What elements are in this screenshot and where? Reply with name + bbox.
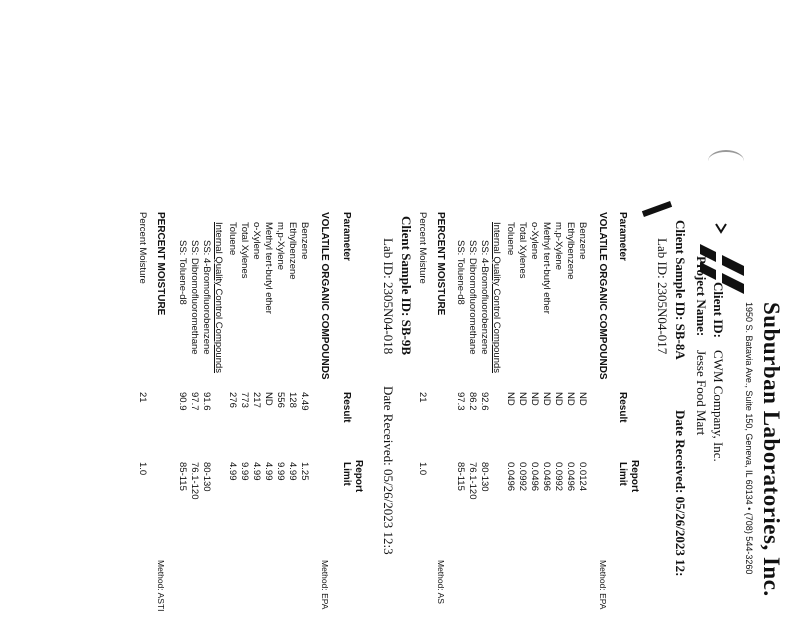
s1-qc-limit-2: 85-115 xyxy=(455,462,466,491)
s2-result-5: 773 xyxy=(239,392,250,408)
client-id-value: CWM Company, Inc. xyxy=(711,350,726,462)
s1-result-1: ND xyxy=(565,392,576,406)
s1-param-0: Benzene xyxy=(577,222,588,260)
s2-result-1: 128 xyxy=(287,392,298,408)
method-moisture-2: Method: ASTI xyxy=(156,560,166,612)
col-report-1: Report xyxy=(629,460,640,493)
section-moisture-2: PERCENT MOISTURE xyxy=(155,212,166,316)
s1-limit-0: 0.0124 xyxy=(577,462,588,492)
s2-qc-param-2: SS: Toluene-d8 xyxy=(177,240,188,305)
s2-param-0: Benzene xyxy=(299,222,310,260)
s1-moisture-result: 21 xyxy=(417,392,428,403)
s1-qc-param-0: SS: 4-Bromofluorobenzene xyxy=(479,240,490,355)
s1-param-5: Total Xylenes xyxy=(517,222,528,279)
s2-qc-limit-0: 80-130 xyxy=(201,462,212,492)
s1-qc-result-2: 97.3 xyxy=(455,392,466,411)
s2-result-6: 276 xyxy=(227,392,238,408)
s1-param-1: Ethylbenzene xyxy=(565,222,576,280)
s2-qc-result-1: 97.7 xyxy=(189,392,200,411)
s2-limit-0: 1.25 xyxy=(299,462,310,481)
project-name-value: Jesse Food Mart xyxy=(694,350,709,436)
s2-moisture-limit: 1.0 xyxy=(137,462,148,476)
client-sample-id-1: Client Sample ID: SB-8A xyxy=(673,220,688,360)
col-result-2: Result xyxy=(341,392,352,423)
s1-result-4: ND xyxy=(529,392,540,406)
arrow-mark-icon xyxy=(714,222,728,234)
iqc-label-1: Internal Quality Control Compounds xyxy=(491,222,502,374)
scan-artifact xyxy=(708,150,744,172)
s1-result-2: ND xyxy=(553,392,564,406)
s2-moisture-param: Percent Moisture xyxy=(137,212,148,284)
s2-param-3: Methyl tert-butyl ether xyxy=(263,222,274,314)
s1-result-3: ND xyxy=(541,392,552,406)
s1-param-4: o-Xylene xyxy=(529,222,540,260)
s1-qc-limit-0: 80-130 xyxy=(479,462,490,492)
col-result-1: Result xyxy=(617,392,628,423)
s2-param-1: Ethylbenzene xyxy=(287,222,298,280)
s2-param-2: m,p-Xylene xyxy=(275,222,286,271)
col-limit-2: Limit xyxy=(341,462,352,486)
s2-limit-5: 9.99 xyxy=(239,462,250,481)
s2-moisture-result: 21 xyxy=(137,392,148,403)
s1-qc-result-0: 92.6 xyxy=(479,392,490,411)
col-limit-1: Limit xyxy=(617,462,628,486)
s1-limit-1: 0.0496 xyxy=(565,462,576,492)
s2-result-2: 556 xyxy=(275,392,286,408)
s1-param-3: Methyl tert-butyl ether xyxy=(541,222,552,314)
s2-param-6: Toluene xyxy=(227,222,238,256)
section-voc-2: VOLATILE ORGANIC COMPOUNDS xyxy=(319,212,330,380)
s1-param-2: m,p-Xylene xyxy=(553,222,564,271)
iqc-label-2: Internal Quality Control Compounds xyxy=(213,222,224,374)
s2-qc-result-2: 90.9 xyxy=(177,392,188,411)
s2-result-3: ND xyxy=(263,392,274,406)
method-moisture-1: Method: AS xyxy=(436,560,446,604)
s1-limit-3: 0.0496 xyxy=(541,462,552,492)
section-moisture-1: PERCENT MOISTURE xyxy=(435,212,446,316)
client-id-label: Client ID: xyxy=(711,282,726,338)
s1-moisture-param: Percent Moisture xyxy=(417,212,428,284)
s1-limit-2: 0.0992 xyxy=(553,462,564,492)
lab-id-2: Lab ID: 2305N04-018 xyxy=(381,238,396,355)
s2-result-4: 217 xyxy=(251,392,262,408)
project-name-label: Project Name: xyxy=(694,256,709,337)
s2-qc-limit-2: 85-115 xyxy=(177,462,188,491)
s1-qc-limit-1: 76.1-120 xyxy=(467,462,478,500)
s1-result-5: ND xyxy=(517,392,528,406)
lab-name: Suburban Laboratories, Inc. xyxy=(759,302,784,597)
s2-param-4: o-Xylene xyxy=(251,222,262,260)
s1-limit-4: 0.0496 xyxy=(529,462,540,492)
s2-limit-6: 4.99 xyxy=(227,462,238,481)
s2-qc-param-1: SS: Dibromofluoromethane xyxy=(189,240,200,355)
date-received-2: Date Received: 05/26/2023 12:3 xyxy=(381,386,396,555)
s1-moisture-limit: 1.0 xyxy=(417,462,428,476)
lab-id-1: Lab ID: 2305N04-017 xyxy=(655,238,670,355)
s1-limit-5: 0.0992 xyxy=(517,462,528,492)
s2-param-5: Total Xylenes xyxy=(239,222,250,279)
scan-mark xyxy=(642,201,672,217)
s2-qc-param-0: SS: 4-Bromofluorobenzene xyxy=(201,240,212,355)
col-parameter-2: Parameter xyxy=(341,212,352,261)
s2-limit-2: 9.99 xyxy=(275,462,286,481)
s1-param-6: Toluene xyxy=(505,222,516,256)
s1-qc-param-1: SS: Dibromofluoromethane xyxy=(467,240,478,355)
s1-qc-param-2: SS: Toluene-d8 xyxy=(455,240,466,305)
s2-limit-4: 4.99 xyxy=(251,462,262,481)
s1-result-0: ND xyxy=(577,392,588,406)
s2-limit-1: 4.99 xyxy=(287,462,298,481)
s1-qc-result-1: 86.2 xyxy=(467,392,478,411)
col-parameter-1: Parameter xyxy=(617,212,628,261)
client-sample-id-2: Client Sample ID: SB-9B xyxy=(399,216,414,356)
method-voc-1: Method: EPA xyxy=(598,560,608,610)
section-voc-1: VOLATILE ORGANIC COMPOUNDS xyxy=(597,212,608,380)
date-received-1: Date Received: 05/26/2023 12: xyxy=(673,410,688,577)
s2-qc-result-0: 91.6 xyxy=(201,392,212,411)
col-report-2: Report xyxy=(353,460,364,493)
lab-address: 1950 S. Batavia Ave., Suite 150, Geneva, IL 60134 • (708) 544-3260 xyxy=(744,302,754,575)
s1-result-6: ND xyxy=(505,392,516,406)
s2-qc-limit-1: 76.1-120 xyxy=(189,462,200,500)
s1-limit-6: 0.0496 xyxy=(505,462,516,492)
s2-limit-3: 4.99 xyxy=(263,462,274,481)
s2-result-0: 4.49 xyxy=(299,392,310,411)
method-voc-2: Method: EPA xyxy=(320,560,330,610)
